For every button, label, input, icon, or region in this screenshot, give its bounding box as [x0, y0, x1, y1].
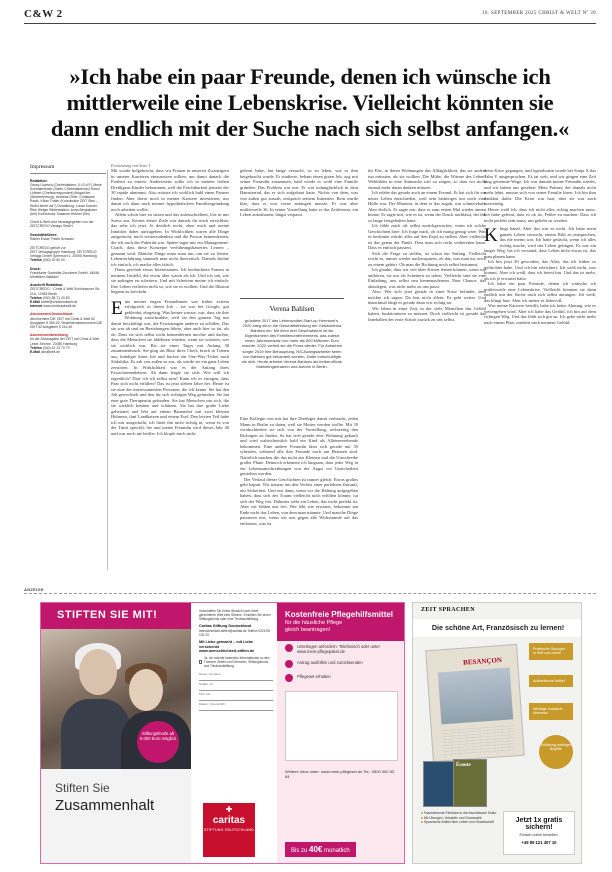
ad2-cta[interactable]: Jetzt 1x gratis sichern! Einfach online bestellen: +49 89 121 407 10 [503, 811, 575, 855]
paragraph: Also: Wer sich jetzt gerade in einer Krise befindet, dem möchte ich sagen: Du bist nicht allein. Es geht weiter. Und manchmal fängt es gerade dann erst richtig an. [368, 289, 486, 305]
dropcap-letter: K [484, 225, 498, 246]
paragraph: Mit wurde bolgebracht, dass wir Frauen in unseren Zwanzigern in unserer Karrieren einzusetzen sollten, um damit danach die Freiheit zu ernten. Andererseits sollte ich in meinen frühen Dreißigern Kinder bekommen, weil die Fruchtbarkeit jenseits der 30 rapide abnimmt. Also müsste ich wirklich bald einen Partner finden. Aber davor noch in meiner Karriere investieren, nur damit ich dann nach meiner hypothetischen Familiengründung noch arbeiten wollte. [111, 168, 229, 212]
checkbox-icon[interactable] [199, 660, 202, 664]
impressum-redaktion: Redaktion: Georg Löwisch (Chefredakteur, V.i.S.d.P.) Merle Schmalenbach (Stellv. Chefredakteurin) Raoul Löbbert (Chefkorrespondent) Abigail der (Stellvertretung), Andreas Öhler, Christiane Rastz, Kilian Trotier (Koordinator ZEIT Steu – Wofür leben wir?) Gestaltung: Lucas Kramer, Rike Weiger Bildredaktion: Anna Berghäuser (frei) Korrektorat: Susanne Hübner (frei) [30, 179, 102, 216]
paragraph: Heute weiß ich, dass ich nicht alles richtig machen muss. Ich habe gelernt, dass es ok ist, Fehler zu machen. Dass ich nicht perfekt sein muss, um geliebt zu werden. [484, 206, 596, 223]
caritas-logo: ✚ caritas STIFTUNG DEUTSCHLAND [203, 803, 255, 857]
cta-phone[interactable]: +49 89 121 407 10 [521, 840, 557, 845]
impressum-abo-email-link[interactable]: abo@zeit.de [40, 349, 61, 354]
paragraph: Wir leben in einer Zeit, in der viele Menschen das Gefühl haben, funktionieren zu müssen. Doch vielleicht ist gerade das Innehalten der erste Schritt zurück zu uns selbst. [368, 305, 486, 322]
paragraph: Allein schon hier zu sitzen und das aufzuschreiben, löst in mir Stress aus. Keines dieser Ziele war damals für mich erreichbar, das sehe ich jetzt. Je deutlich nicht, ohne mich und meine Intuition dabei aufzugeben. In Wirklichkeit waren alle Dinge ausgedacht, mich weiterzudenken und die Person kennenlernen, die ich nach der Pubertät war. Später sagte mir ein Management-Coach, dass diese Konzepte verführungsbasiertes Lernen – genannt wird. Manche Dinge muss man tun, um sie zu lernen. Lebenserfahrung sammelt man nicht theoretisch. Damals dachte ich einfach, ich mache alles falsch. [111, 212, 229, 267]
column-divider [107, 170, 108, 570]
impressum-title: Impressum [30, 164, 55, 170]
ad-coupon-form[interactable]: Verschaffen Sie Ihrem Wunsch nach einer gerechteren Welt eine Stimme. Errichten Sie einen Stiftungsfonds oder eine Treuhandstiftung. Caritas Stiftung Deutschland menschlichkeit-stiften@caritas.de Telefon 0221/94 100-20 Mit Liebe gemacht – mit Liebe verschenkt www.menschlichkeit-stiften.de Ja, ich möchte kostenlos Informationen zu den Themen: Stiften und Vererben, Stiftungsfonds und Treuhandstiftung. Name, Vorname Straße, Nr. PLZ, Ort Datum, Unterschrift [199, 609, 273, 711]
paragraph: Eine Kollegin von mir hat ihre Dreißiger damit verbracht, jeden Mann in Berlin zu daten, weil sie Mutter werden wollte. Mit 39 verabschiedete sie sich von der Vorstellung, rechtzeitig den Richtigen zu finden. So hat sich gerade eine Wohnung gekauft und wird wahrscheinlich bald ein Kind als Alleinerziehende bekommen. Eine andere Freundin lässt sich gerade mit 35 scheiden, während alle ihre Freunde noch am Heiraten sind. Natürlich machen die das nicht aus Kleinen und die Umschreibe großer Pläne. Dennoch erkennen ich langsam, dass jeder Weg in ein Lebensumschreibungen von der Angst vor Unsicherheit getrieben werden. [240, 416, 358, 476]
pflege-price-badge: Bis zu 40€ monatlich [285, 842, 356, 857]
article-column-2 [240, 168, 358, 294]
document-icon [285, 660, 293, 668]
impressum [30, 164, 104, 358]
stiftungsfonds-badge: Stiftungsfonds ab 5.000 Euro möglich [137, 721, 179, 763]
impressum-email-link[interactable]: briefe@christundwelt.de [40, 299, 78, 304]
magazine-cover-2: Écoute [453, 759, 487, 807]
impressum-abo: Abonnement Deutschland: Abonnement DIE ZEIT mit Christ & Welt 52 Ausgaben € 369,20; Studentenabonnement DIE ZEIT 52 Ausgaben € 244,40 [30, 312, 103, 329]
issue-meta: 16. SEPTEMBER 2025 CHRIST & WELT Nº 39 [481, 11, 596, 16]
form-field-name[interactable]: Name, Vorname [199, 672, 273, 681]
impressum-verlag: ZEITCREDO gehört zur ZEIT Verlagsgruppe Hamburg. ZEITCREDO Verlags GmbH Speersort 1, 20095 Hamburg Telefon (040) 32 80 00 [30, 245, 97, 262]
paragraph: Ich erlebe das gerade auch an einem Freund. Er hat sich für ein neues Leben entschieden, weil sein bisheriges nur noch eine Hülle war. Der Moment, in dem er das zugab, war schmerzhaft. Aber ehrlich. Er sagte mir, dass er zum ersten Mal wieder atmen könne. Er sagte mir, wie es ist, wenn der Druck nachlässt, der ihn so lange festgehalten hatte. [368, 190, 486, 223]
ad-slogan: Stiften Sie Zusammenhalt [41, 769, 191, 864]
ad-divider [24, 593, 596, 594]
article-column-3 [368, 168, 486, 568]
paragraph: Ich habe ein paar Freunde, denen ich wünsche ich mittlerweile eine Lebenskrise. Vielleicht könnten sie dann endlich mit der Suche nach sich selbst anfangen. Ich weiß, das klingt hart. Aber ich meine es liebevoll. [484, 281, 596, 303]
list-item: ■ Spannende Artikel über Leben und Gesellschaft [421, 820, 501, 825]
caritas-ad[interactable] [40, 602, 405, 864]
paragraph: Was meine Karriere betrifft, habe ich keine Ahnung, wie es weitergehen wird. Aber ich habe das Gefühl, ich bin auf dem richtigen Weg. Und das fühlt sich gut an. Ich gehe nicht mehr nach einem Plan, sondern nach meinem Gefühl. [484, 303, 596, 325]
author-profile-box [240, 298, 344, 410]
feature-bubble-1: Praktische Übungen in Heft und online [529, 643, 573, 660]
continuation-note: Fortsetzung von Seite 1 [111, 163, 151, 168]
info-checkbox[interactable]: Ja, ich möchte kostenlos Informationen zu den Themen: Stiften und Vererben, Stiftungsfonds und Treuhandstiftung. [199, 656, 273, 668]
list-item: ■ Mit Übungen, Vokabeln und Grammatik [421, 816, 501, 821]
paragraph-dropcap: Eine meiner engen Freundinnen war früher extrem erfolgreich in ihrem Job – sie war bei Google, gut gekleidet, ehrgeizig. Was keiner wusste, war, dass sie ihre Wohnung zurückzahlte, weil sie den ganzen Tag nur damit beschäftigt war, die Erwartungen anderer zu erfüllen. Das sie war ab und an Beziehungen führte, aber auch hier so tat, als ob. Dass sie sich selbst nicht kennenlernen mochte und dachte, dass die Menschen sie ablehnen würden, wenn sie wüssten, wer sie wirklich war. Bis sie eines Tages mit Anfang 30 zusammenbrach. Sie ging ins Büro ihres Chefs, brach in Tränen aus, kündigte ihren Job und buchte ein One-Way-Ticket nach Südafrika. Es sah von außen so aus, als würde sie ein ganz Leben zerstören. In Wirklichkeit war es der Anfang ihres Erwachsenenlebens. Ab dann fragte sie sich: Wie will ich eigentlich? Darf ich ich selbst sein? Kann ich es ertragen, dass Paar sich nicht erfüllen? Das ist jetzt sieben Jahre her. Heute ist sie eine der interessantesten Personen, die ich kenne. Sie hat den Job gewechselt und den für sich richtigen Weg gefunden. Sie hat eine gute Therapeutin gefunden. Sie hat Menschen um sich, die sie wirklich kennen und schätzen. Sie hat ihre große Liebe geheiratet und lebt auf einem Bauernhof mit zwei kleinen Hühnern, fünf Landkatzen und einem Esel. Den letzten Teil habe ich mir ausgedacht, ich finde ihn nicht richtig in, wenn es von der Tuttti spricht). Sie und meine Freundin wird dieses Jahr 40 und war noch nie heilfer. Ich klopfe mich nicht. [111, 297, 229, 436]
ad2-bullets [421, 811, 501, 825]
feature-bubble-3: Wichtige Vokabeln übersetzt [529, 703, 573, 720]
pflege-step-1: Unterlagen anfordern: Telefonisch oder unter www.mein-pflegepaket.de [277, 641, 405, 657]
form-field-street[interactable]: Straße, Nr. [199, 682, 273, 691]
zeit-sprachen-logo: ZEIT SPRACHEN [421, 607, 475, 613]
zeit-sprachen-ad[interactable] [412, 602, 582, 864]
paragraph: Der Verlauf dieser Geschichten ist immer gleich: Etwas großes geht kaputt. Wir trauern um den Verlust einer perfekten Zukunft, um Sicherheit. Und erst dann, wenn wir die Haltung aufgegeben haben, dass sich der Traum vielleicht noch erfüllen könnte, tut sich der Weg frei. Dahinter steht ein Leben, das nicht perfekt ist. Aber wir fühlen uns frei. Wer lebt wie erwartet, bekommt am Ende nicht das Leben, von dem man träumte. Und manche Dinge passieren erst, wenn wir uns gegen alle Widerstände auf das einlassen, was ist. [240, 476, 358, 526]
pflege-ad-header: Kostenfreie Pflegehilfsmittel für die häusliche Pflege gleich beantragen! [277, 603, 405, 641]
paragraph: Ich bin jetzt 30 geworden, das Alter, das ich früher so gefürchtet habe. Und ich bin erleichtert. Ich weiß nicht, was kommt. Aber ich weiß, dass ich bereit bin. Und das ist mehr, als ich je erwartet hätte. [484, 259, 596, 281]
paragraph: diese Krise gegangen, und irgendwann wurde bei Sonja X das Tabu Y ausgesprochen. Es tat weh, und wir gingen eine Zeit lang getrennte Wege. Ich war damals meine Freundin wieder, und wir haben uns gesehen. Mein Partner, der damals nicht mehr lebte, musste sich von seiner Familie lösen. Ich bin ihm dankbar dafür. Die Krise war hart, aber sie war auch notwendig. [484, 168, 596, 206]
list-item: ■ Faszinierende Einblicke in die französische Kultur [421, 811, 501, 816]
section-brand: C&W 2 [24, 8, 63, 20]
magazine-spread: BESANÇON [425, 644, 525, 762]
article-column-1 [111, 168, 229, 568]
paragraph: Ich fühle mich oft selbst zurückgeworfen, wenn ich solche Geschichten höre. Ich frage mich, ob ich mutig genug wäre. Was es bedeuten würde, alles auf den Kopf zu stellen. Aber vielleicht ist das genau der Punkt. Dass man sich nicht vorbereiten kann. Dass es einfach passiert. [368, 223, 486, 250]
feature-badge: Erklärung wichtiger Begriffe [539, 735, 573, 769]
top-rule [24, 23, 596, 24]
paragraph: gelernt habe, hat lange versucht, so zu leben, wie es ihm beigebracht wurde. Er studierte, bekam einen guten Job, zog mit seiner Freundin zusammen, bald würde er wohl eine Familie gründen. Das Problem war nur: Er war todunglücklich in dem Hamsterrad, das er sich aufgebaut hatte. Nichts von dem, was von außen gut aussah, entsprach seinem Innersten. Bein wurde klar, dass er von vorne anfangen musste. Er war aber mittlerweile 36. In seiner Vorstellung hatte er das Zeitfenster, ein Leben aufzubauen, längst verpasst. [240, 168, 358, 217]
form-field-city[interactable]: PLZ, Ort [199, 692, 273, 701]
feature-bubble-2: Authentische Artikel [529, 675, 573, 687]
profile-rule [240, 298, 344, 299]
impressum-druck: Druck: Frankfurter Societäts-Druckerei GmbH, 64546 Mörfelden-Walldorf [30, 266, 100, 279]
paragraph: Dann geschah etwas Interessantes. Ich beobachtete Frauen in meinem Umfeld, die etwas älter waren als ich. Und ich sah, wie sie anfingen zu scheitern. Und mit Scheitern meine ich einfach: Ihre Leben verliefen nicht so, wie sie es wollten. Und die Illusion begann zu bröckeln. [111, 267, 229, 294]
paragraph: Ich glaube, dass wir viel über Krisen lernen können, wenn wir aufhören, sie nur als Scheitern zu sehen. Vielleicht sind sie eine Einladung, uns selbst neu kennenzulernen. Eine Chance, das abzulegen, was nicht mehr zu uns passt. [368, 267, 486, 289]
paragraph-dropcap: Klingt banal. Aber das war es nicht. Ich hatte mein ganzes Leben versucht, einem Bild zu entsprechen, das nie meins war. Ich hatte gedacht, wenn ich alles richtig mache, wird das Leben gelingen. Es war ein langer Weg, bis ich verstand, dass Leben nicht etwas ist, das man planen kann. [484, 225, 596, 259]
author-name: Verena Bahlsen [269, 305, 315, 313]
article-column-4 [484, 168, 596, 568]
paragraph: ihr Ehe, in deren Wohnungen das Alltäglichkeit, das sie anders tun müssten, als sie wollten. Die Mühe, die Wärme des Leben-Weltbildes in eine Sinnsuche tritt zu zeigen, so dass wir nicht einmal mehr daran denken müssen. [368, 168, 486, 190]
impressum-anschrift: Anschrift Redaktion: ZEITCREDO – Christ & Welt Schönhauser Str. 21A, 10963 Berlin Telefon (030) 88 71 43 83 E-Mail briefe@christundwelt.de Internet www.christundwelt.de [30, 283, 101, 308]
impressum-abo-bestellung: Abonnementbestellung für die Zeitausgabe der ZEIT mit Christ & Welt Leser-Service, 20080 Hamburg Telefon (040) 42 23 70 70 E-Mail abo@zeit.de [30, 333, 100, 354]
pflege-step-3: Pflegeset erhalten [277, 671, 405, 685]
impressum-rule [30, 173, 106, 174]
phone-icon [285, 644, 293, 652]
ad-label: ANZEIGE [24, 587, 44, 592]
paragraph: Sich die Frage zu stellen, ist schon ein Anfang. Vielleicht reicht es, immer wieder nachzuspüren, ob das, was man tut, noch zu einem gehört. Ob man die Richtung noch selbst bestimmt. [368, 250, 486, 267]
masthead [24, 8, 596, 22]
pflegehilfsmittel-ad[interactable] [277, 603, 405, 864]
pflege-web-info[interactable]: Weitere Infos unter: www.mein-pflegeset.de Tel.: 0800 000 83 84 [285, 768, 395, 779]
package-icon [285, 674, 293, 682]
impressum-website-link[interactable]: www.christundwelt.de [43, 303, 76, 308]
headline-quote: »Ich habe ein paar Freunde, denen ich wünsche ich mittlerweile eine Lebenskrise. Vielleicht könnten sie dann endlich mit der Suche nach sich selbst anfangen.« [50, 64, 570, 141]
form-field-signature[interactable]: Datum, Unterschrift [199, 702, 273, 711]
magazine-cover-1 [423, 761, 457, 807]
ad-url[interactable]: www.menschlichkeit-stiften.de [199, 649, 255, 654]
pflege-step-2: Antrag ausfüllen und zurücksenden [277, 657, 405, 671]
ad-banner: STIFTEN SIE MIT! [41, 603, 191, 629]
impressum-herausgeber: Christ & Welt wird herausgegeben von der ZEITCREDO Verlags GmbH. [30, 220, 94, 229]
cross-icon: ✚ [225, 805, 233, 814]
dropcap-letter: E [111, 297, 123, 319]
ad2-title: Die schöne Art, Französisch zu lernen! [413, 619, 582, 637]
author-bio: gründete 2017 das Lebensmittel-Start-up Hermann's. 2020 stieg sie in die Geschäftsführung der Gebäckfirma Bahlsen ein. Mit ihren drei Geschwistern ist sie Eigentümerin des Familienunternehmens, das zuletzt einen Jahresumsatz von mehr als 500 Millionen Euro machte. 2022 verließ sie die Firma wieder. Für Aufsehen sorgte 2019 ihre Behauptung, NS-Zwangsarbeiter seien von Bahlsen gut behandelt worden. Dafür entschuldigte sie sich. Heute arbeitet Verena Bahlsen als freiberufliche Marketingberaterin und Autorin in Berlin. [241, 318, 343, 369]
pflegeset-card [285, 691, 398, 761]
impressum-geschaeftsfuehrer: Geschäftsführer: Rainer Esser, Patrik Schwarz [30, 233, 74, 242]
article-column-2-bottom [240, 416, 358, 568]
